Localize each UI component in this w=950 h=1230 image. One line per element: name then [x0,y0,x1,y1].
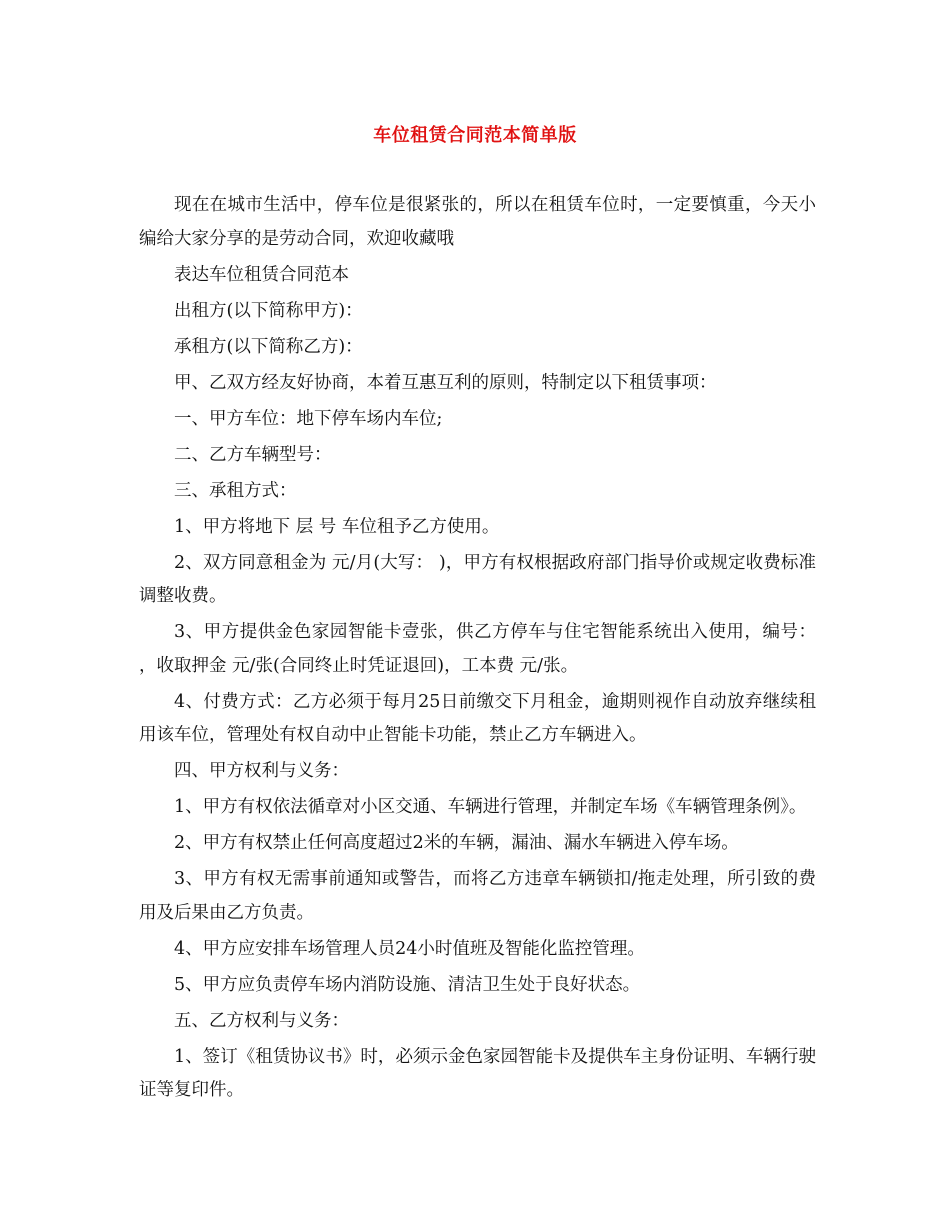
paragraph-section-1: 一、甲方车位：地下停车场内车位; [174,408,443,429]
paragraph-section-5: 五、乙方权利与义务： [174,1010,349,1031]
paragraph-section-3: 三、承租方式： [174,480,297,501]
paragraph-heading: 表达车位租赁合同范本 [174,264,349,285]
paragraph-section-2: 二、乙方车辆型号： [174,444,332,465]
paragraph-3-2: 2、双方同意租金为 元/月(大写： )，甲方有权根据政府部门指导价或规定收费标准调整收费。 [139,552,816,606]
paragraph-4-3: 3、甲方有权无需事前通知或警告，而将乙方违章车辆锁扣/拖走处理，所引致的费用及后果由乙方负责。 [139,869,816,923]
paragraph-preamble: 甲、乙双方经友好协商，本着互惠互利的原则，特制定以下租赁事项： [174,372,717,393]
document-title: 车位租赁合同范本简单版 [373,125,577,146]
paragraph-4-5: 5、甲方应负责停车场内消防设施、清洁卫生处于良好状态。 [174,974,641,995]
paragraph-5-1: 1、签订《租赁协议书》时，必须示金色家园智能卡及提供车主身份证明、车辆行驶证等复印件。 [139,1046,816,1100]
paragraph-3-3: 3、甲方提供金色家园智能卡壹张，供乙方停车与住宅智能系统出入使用，编号： ，收取押金 元/张(合同终止时凭证退回)，工本费 元/张。 [139,622,822,676]
document-body [139,189,822,1110]
paragraph-4-4: 4、甲方应安排车场管理人员24小时值班及智能化监控管理。 [174,938,645,959]
paragraph-lessee: 承租方(以下简称乙方)： [174,336,363,357]
paragraph-4-2: 2、甲方有权禁止任何高度超过2米的车辆，漏油、漏水车辆进入停车场。 [174,833,739,853]
paragraph-section-4: 四、甲方权利与义务： [174,761,349,781]
paragraph-3-1: 1、甲方将地下 层 号 车位租予乙方使用。 [174,516,500,537]
paragraph-lessor: 出租方(以下简称甲方)： [174,300,363,321]
paragraph-intro: 现在在城市生活中，停车位是很紧张的，所以在租赁车位时，一定要慎重，今天小编给大家分享的是劳动合同，欢迎收藏哦 [139,195,816,249]
paragraph-3-4: 4、付费方式：乙方必须于每月25日前缴交下月租金，逾期则视作自动放弃继续租用该车位，管理处有权自动中止智能卡功能，禁止乙方车辆进入。 [139,691,816,745]
paragraph-4-1: 1、甲方有权依法循章对小区交通、车辆进行管理，并制定车场《车辆管理条例》。 [174,797,807,817]
